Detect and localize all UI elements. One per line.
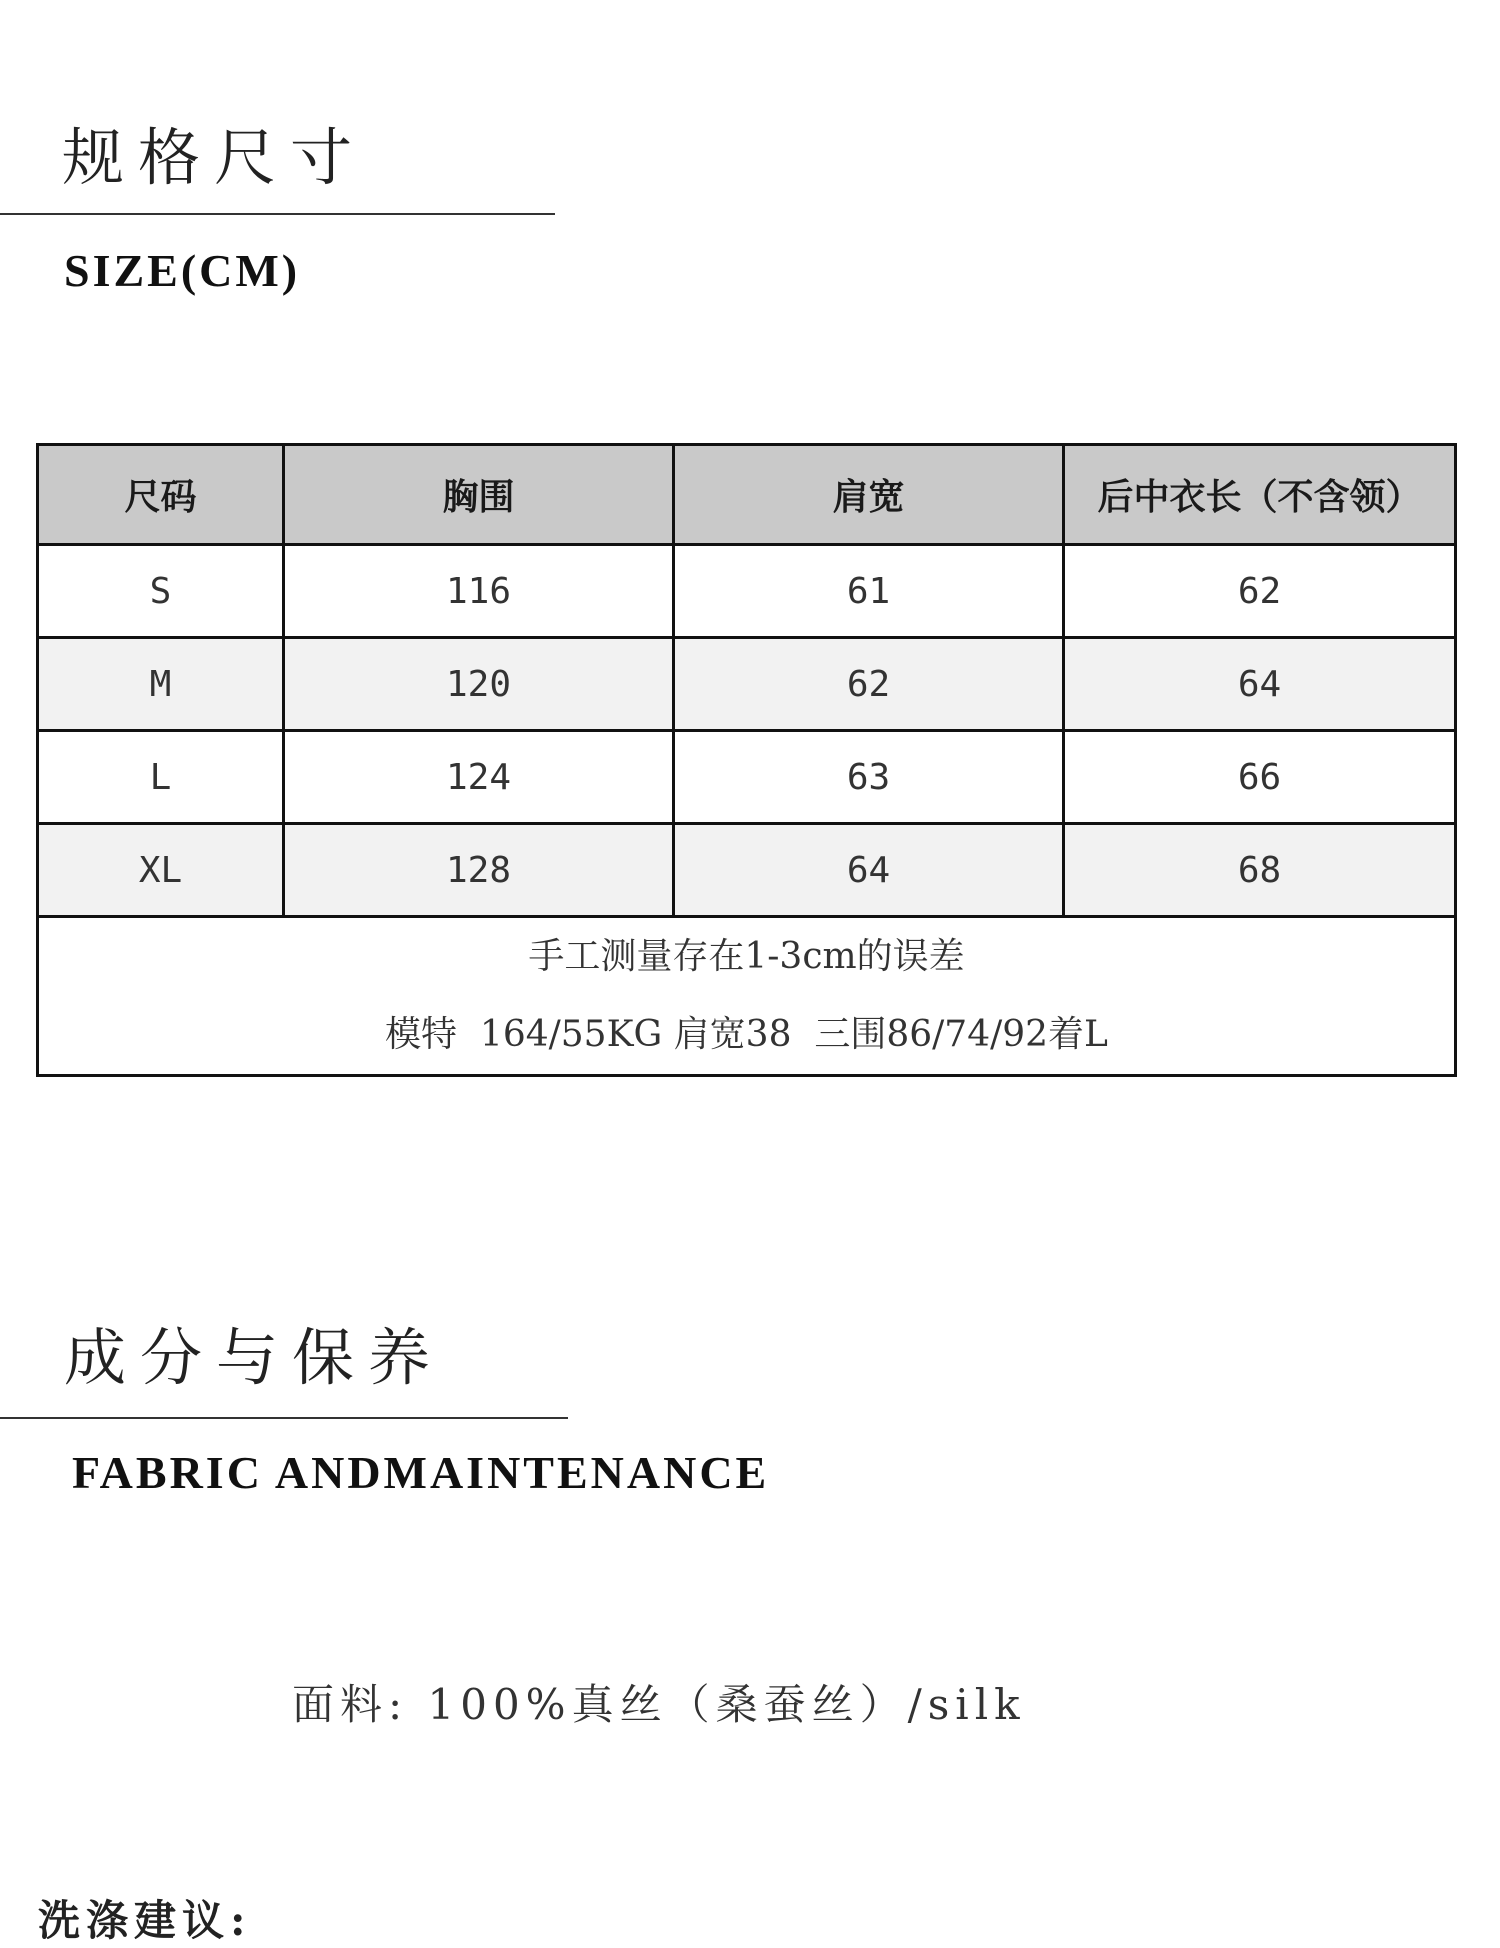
size-cell: S	[38, 545, 284, 638]
length-cell: 66	[1064, 731, 1456, 824]
length-cell: 62	[1064, 545, 1456, 638]
wash-advice-title: 洗涤建议:	[38, 1896, 252, 1945]
size-cell: XL	[38, 824, 284, 917]
model-info-note: 模特 164/55KG 肩宽38 三围86/74/92着L	[385, 1014, 1108, 1055]
shoulder-cell: 63	[674, 731, 1064, 824]
shoulder-cell: 64	[674, 824, 1064, 917]
fabric-heading-divider	[0, 1417, 568, 1419]
chest-cell: 120	[284, 638, 674, 731]
table-row	[38, 545, 1456, 638]
fabric-heading-en: FABRIC ANDMAINTENANCE	[72, 1447, 770, 1498]
shoulder-cell: 62	[674, 638, 1064, 731]
size-cell: L	[38, 731, 284, 824]
size-heading-en: SIZE(CM)	[64, 245, 301, 296]
chest-cell: 116	[284, 545, 674, 638]
fabric-heading-cn: 成分与保养	[64, 1321, 445, 1394]
table-row	[38, 824, 1456, 917]
size-table-header-row	[38, 445, 1456, 545]
header-shoulder: 肩宽	[674, 445, 1064, 545]
header-size: 尺码	[38, 445, 284, 545]
shoulder-cell: 61	[674, 545, 1064, 638]
measurement-error-note: 手工测量存在1-3cm的误差	[528, 936, 965, 977]
table-note-cell	[38, 917, 1456, 1076]
size-heading-cn: 规格尺寸	[62, 121, 367, 194]
fabric-composition: 面料: 100%真丝（桑蚕丝）/silk	[292, 1680, 1026, 1729]
table-note-row	[38, 917, 1456, 1076]
chest-cell: 124	[284, 731, 674, 824]
header-chest: 胸围	[284, 445, 674, 545]
size-table	[36, 443, 1457, 1077]
table-row	[38, 731, 1456, 824]
length-cell: 68	[1064, 824, 1456, 917]
size-cell: M	[38, 638, 284, 731]
table-row	[38, 638, 1456, 731]
header-length: 后中衣长（不含领）	[1064, 445, 1456, 545]
chest-cell: 128	[284, 824, 674, 917]
size-heading-divider	[0, 213, 555, 215]
length-cell: 64	[1064, 638, 1456, 731]
